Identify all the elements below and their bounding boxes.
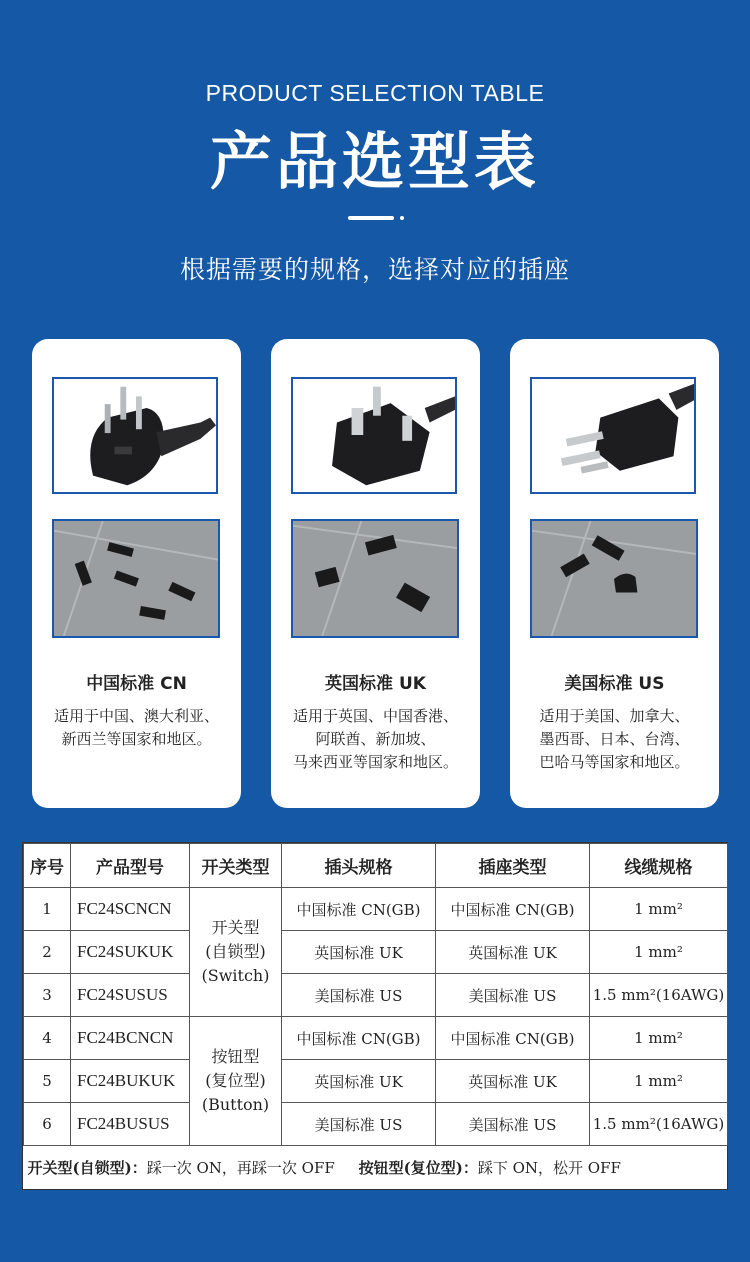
row-cable: 1 mm² <box>590 1017 728 1060</box>
us-plug-icon <box>530 377 696 494</box>
switch-group-line: 按钮型 <box>211 1047 260 1066</box>
row-plug: 中国标准 CN(GB) <box>282 1017 436 1060</box>
card-cn-name: 中国标准 CN <box>86 674 187 694</box>
selection-table-grid <box>23 843 728 1188</box>
row-plug: 英国标准 UK <box>282 931 436 974</box>
table-row <box>24 974 728 1017</box>
us-socket-icon <box>530 519 698 638</box>
card-us-desc-line: 墨西哥、日本、台湾、 <box>539 730 690 748</box>
row-no: 1 <box>24 888 71 931</box>
note-button-label: 按钮型(复位型)： <box>358 1158 478 1177</box>
row-cable: 1 mm² <box>590 931 728 974</box>
header-model: 产品型号 <box>71 844 190 888</box>
switch-group-switch <box>190 888 282 1017</box>
page-description: 根据需要的规格，选择对应的插座 <box>179 255 570 284</box>
card-us-desc-line: 适用于美国、加拿大、 <box>539 707 690 725</box>
note-switch-label: 开关型(自锁型)： <box>27 1158 147 1177</box>
row-cable: 1.5 mm²(16AWG) <box>590 974 728 1017</box>
row-socket: 英国标准 UK <box>436 931 590 974</box>
card-us-desc-line: 巴哈马等国家和地区。 <box>539 753 690 771</box>
row-no: 2 <box>24 931 71 974</box>
row-socket: 美国标准 US <box>436 974 590 1017</box>
table-row <box>24 1103 728 1146</box>
row-plug: 英国标准 UK <box>282 1060 436 1103</box>
row-cable: 1.5 mm²(16AWG) <box>590 1103 728 1146</box>
card-uk-desc-line: 马来西亚等国家和地区。 <box>292 753 458 771</box>
header-cable-spec: 线缆规格 <box>590 844 728 888</box>
table-note <box>24 1146 728 1189</box>
row-model: FC24SUKUK <box>71 931 190 974</box>
card-us-desc <box>510 705 719 774</box>
switch-group-line: (Button) <box>201 1095 270 1114</box>
header-socket-type: 插座类型 <box>436 844 590 888</box>
note-button-text: 踩下 ON，松开 OFF <box>477 1158 621 1177</box>
row-no: 6 <box>24 1103 71 1146</box>
card-uk-desc-line: 适用于英国、中国香港、 <box>292 707 458 725</box>
row-no: 5 <box>24 1060 71 1103</box>
card-uk-name: 英国标准 UK <box>325 674 426 694</box>
header-plug-spec: 插头规格 <box>282 844 436 888</box>
switch-group-line: (复位型) <box>205 1071 266 1090</box>
row-model: FC24SUSUS <box>71 974 190 1017</box>
table-row <box>24 888 728 931</box>
page-title: 产品选型表 <box>209 125 540 198</box>
row-socket: 中国标准 CN(GB) <box>436 888 590 931</box>
note-switch-text: 踩一次 ON，再踩一次 OFF <box>146 1158 335 1177</box>
switch-group-line: (Switch) <box>201 966 270 985</box>
cn-plug-icon <box>52 377 218 494</box>
row-model: FC24BUSUS <box>71 1103 190 1146</box>
row-socket: 美国标准 US <box>436 1103 590 1146</box>
table-row <box>24 931 728 974</box>
row-plug: 中国标准 CN(GB) <box>282 888 436 931</box>
title-divider-dot <box>400 216 404 220</box>
row-plug: 美国标准 US <box>282 1103 436 1146</box>
row-model: FC24SCNCN <box>71 888 190 931</box>
table-note-row <box>24 1146 728 1189</box>
row-no: 4 <box>24 1017 71 1060</box>
header <box>0 0 750 330</box>
row-no: 3 <box>24 974 71 1017</box>
row-model: FC24BUKUK <box>71 1060 190 1103</box>
switch-group-button <box>190 1017 282 1146</box>
row-model: FC24BCNCN <box>71 1017 190 1060</box>
card-us <box>510 339 719 808</box>
card-uk-desc-line: 阿联酋、新加坡、 <box>315 730 436 748</box>
subtitle-en: PRODUCT SELECTION TABLE <box>205 80 545 106</box>
uk-socket-icon <box>291 519 459 638</box>
title-divider <box>348 216 394 220</box>
uk-plug-icon <box>291 377 457 494</box>
row-cable: 1 mm² <box>590 888 728 931</box>
card-us-name: 美国标准 US <box>564 674 665 694</box>
table-header-row <box>24 844 728 888</box>
cn-socket-icon <box>52 519 220 638</box>
header-no: 序号 <box>24 844 71 888</box>
card-cn <box>32 339 241 808</box>
row-plug: 美国标准 US <box>282 974 436 1017</box>
card-cn-desc <box>32 705 241 751</box>
card-uk-desc <box>271 705 480 774</box>
switch-group-line: (自锁型) <box>205 942 266 961</box>
header-switch-type: 开关类型 <box>190 844 282 888</box>
card-cn-desc-line: 适用于中国、澳大利亚、 <box>53 707 219 725</box>
standard-cards <box>0 339 750 809</box>
table-row <box>24 1017 728 1060</box>
row-socket: 中国标准 CN(GB) <box>436 1017 590 1060</box>
card-uk <box>271 339 480 808</box>
row-cable: 1 mm² <box>590 1060 728 1103</box>
table-row <box>24 1060 728 1103</box>
row-socket: 英国标准 UK <box>436 1060 590 1103</box>
card-cn-desc-line: 新西兰等国家和地区。 <box>61 730 212 748</box>
switch-group-line: 开关型 <box>211 918 260 937</box>
selection-table <box>22 842 728 1190</box>
